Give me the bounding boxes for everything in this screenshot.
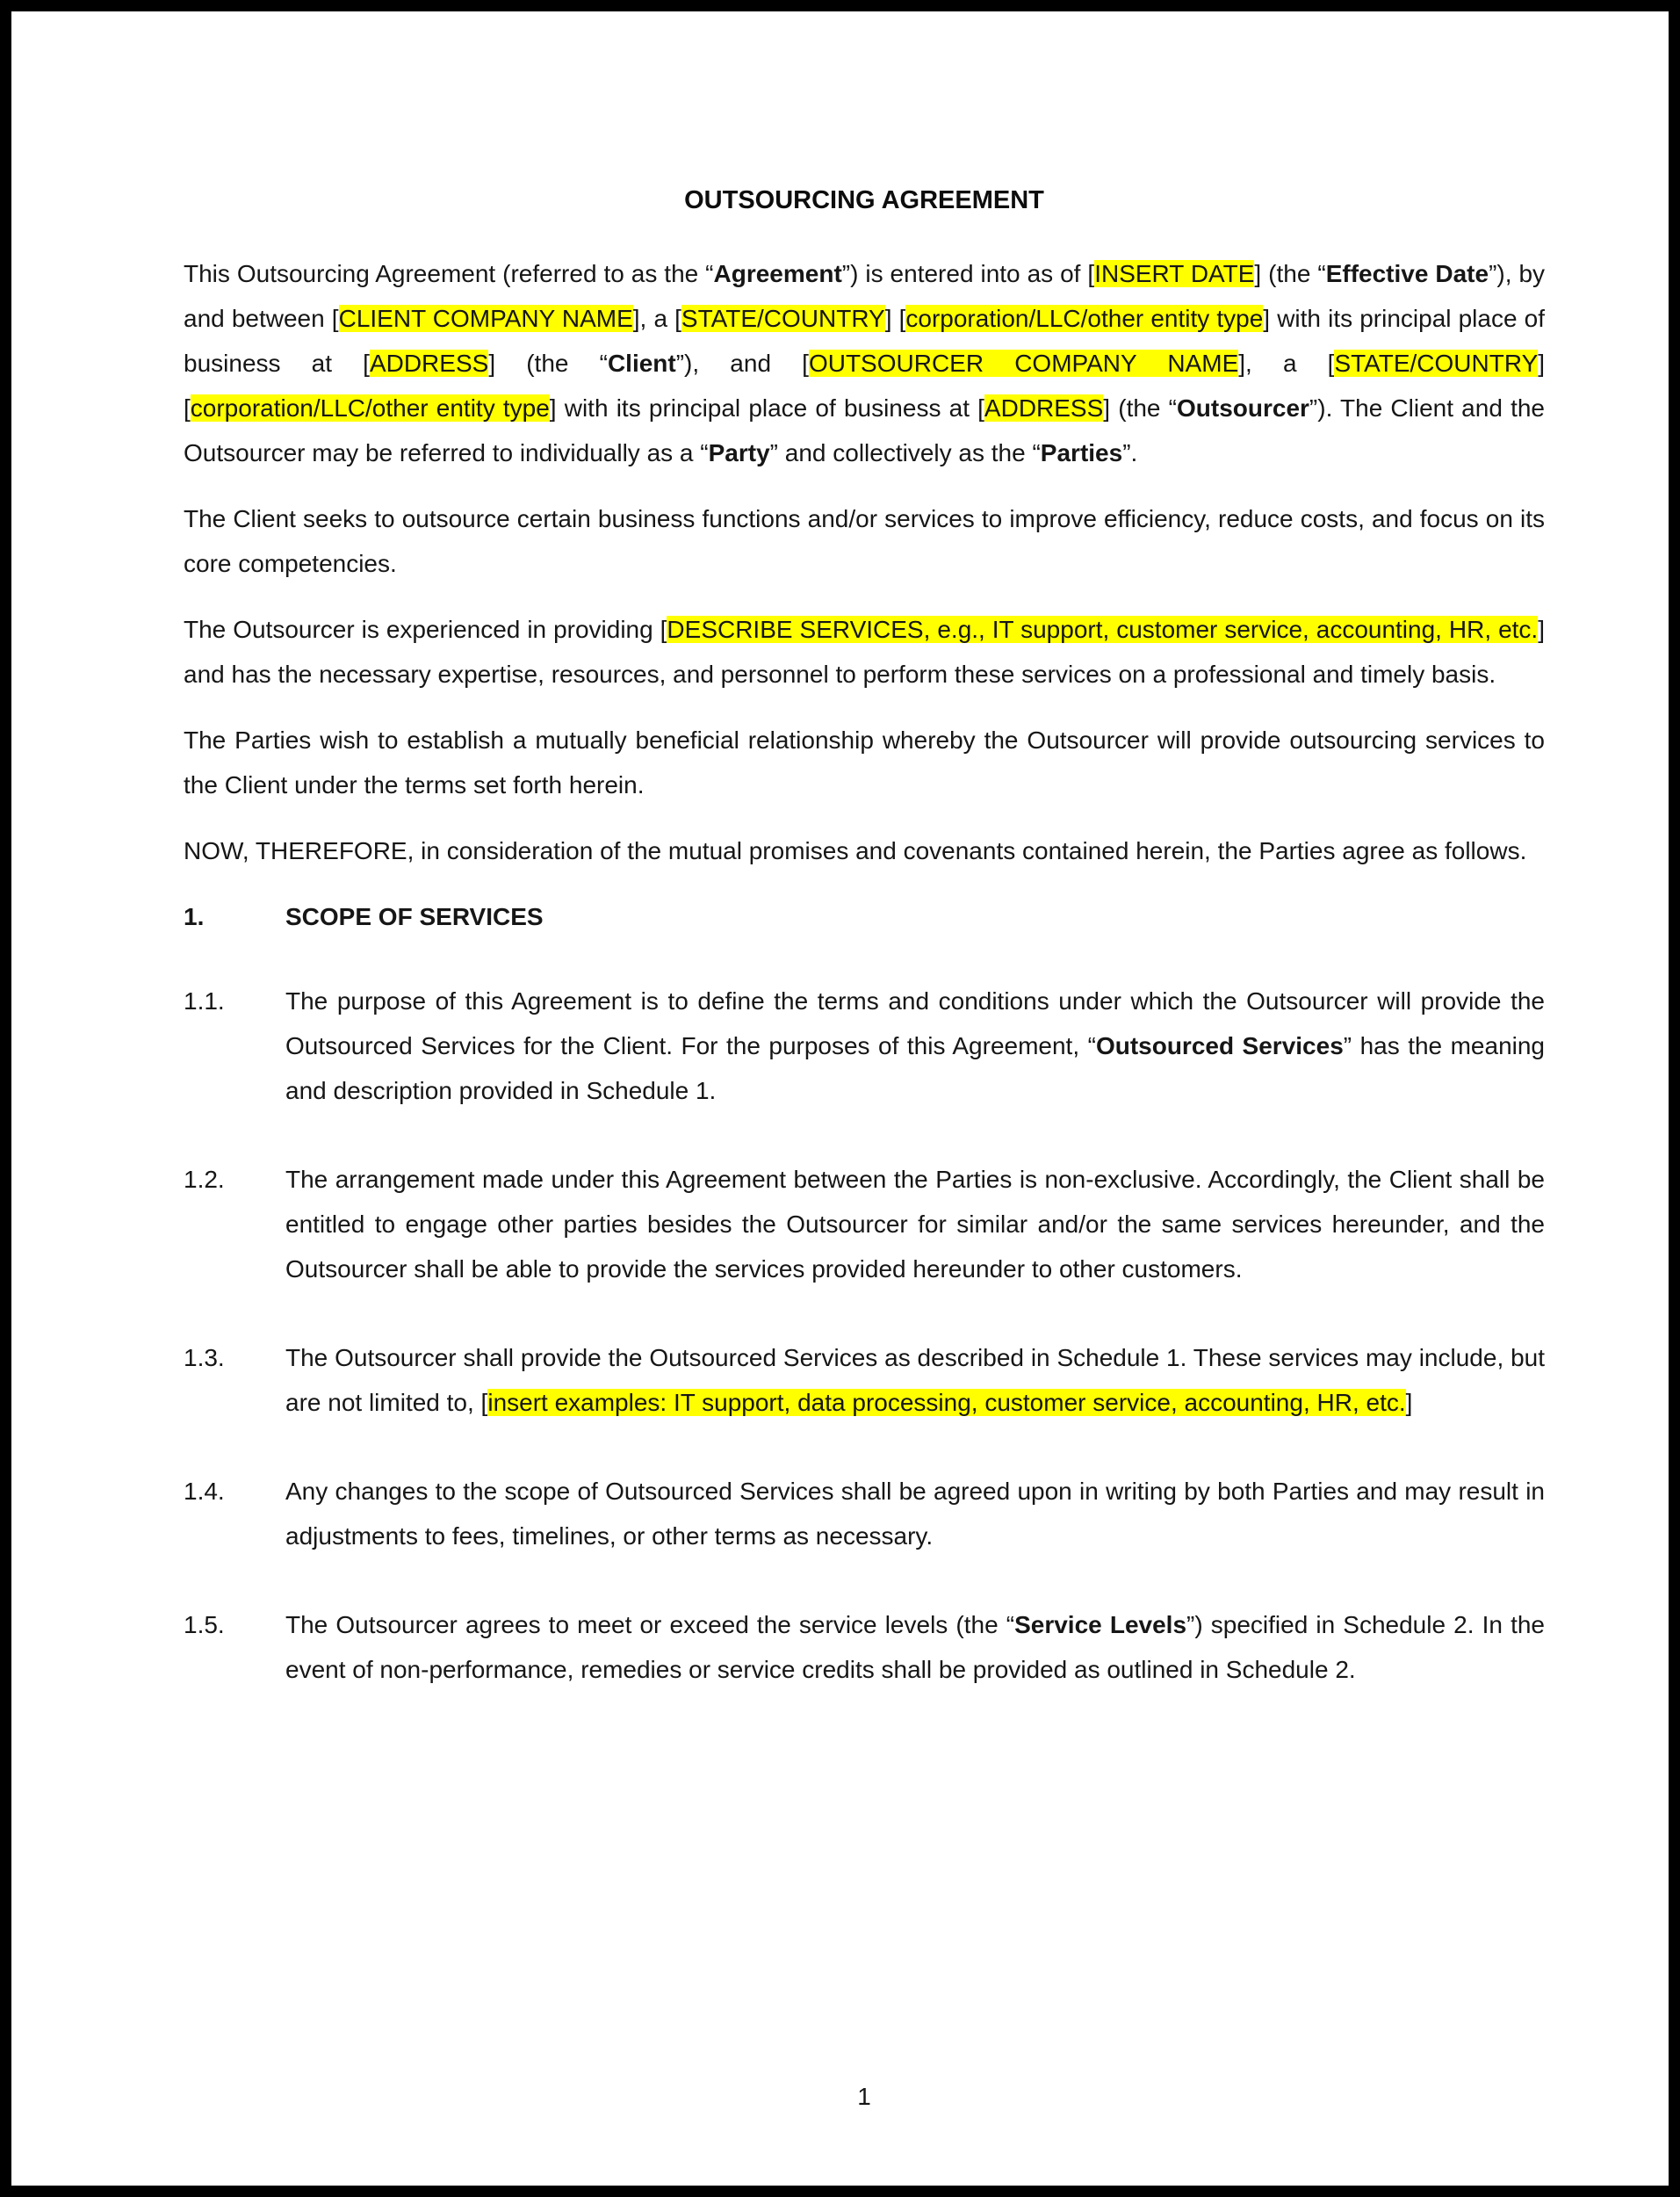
text-run: The Outsourcer agrees to meet or exceed the service levels (the “	[285, 1611, 1015, 1638]
numbered-clause	[184, 1157, 1545, 1291]
placeholder-highlight: ADDRESS	[984, 394, 1104, 422]
defined-term: SCOPE OF SERVICES	[285, 903, 544, 930]
section-number: 1.	[184, 903, 205, 930]
clause-number: 1.1.	[184, 987, 225, 1015]
text-run: ” and collectively as the “	[769, 439, 1041, 466]
text-run: The Outsourcer is experienced in providing [	[184, 616, 667, 643]
clause-number: 1.4.	[184, 1478, 225, 1505]
section-heading-text	[285, 894, 1545, 939]
defined-term: Outsourcer	[1176, 394, 1309, 422]
text-run: The Client seeks to outsource certain business functions and/or services to improve efficiency, reduce costs, and focus on its core competencies.	[184, 505, 1545, 577]
text-run: ”), by and between [	[184, 260, 1546, 332]
placeholder-highlight: STATE/COUNTRY	[1334, 350, 1539, 377]
text-run: This Outsourcing Agreement (referred to as the “	[184, 260, 714, 287]
numbered-clause	[184, 1335, 1545, 1425]
placeholder-highlight: insert examples: IT support, data processing, customer service, accounting, HR, etc.	[487, 1389, 1406, 1416]
defined-term: Outsourced Services	[1095, 1032, 1344, 1059]
defined-term: Effective Date	[1325, 260, 1489, 287]
clause-number: 1.3.	[184, 1344, 225, 1371]
numbered-clause	[184, 979, 1545, 1113]
text-run: The Outsourcer shall provide the Outsourced Services as described in Schedule 1. These services may include, but are not limited to, [	[285, 1344, 1545, 1416]
placeholder-highlight: STATE/COUNTRY	[681, 305, 885, 332]
clause-text	[285, 979, 1545, 1113]
clause-text	[285, 1157, 1545, 1291]
defined-term: Party	[708, 439, 770, 466]
text-run: Any changes to the scope of Outsourced Services shall be agreed upon in writing by both Parties and may result in adjustments to fees, timelines, or other terms as necessary.	[285, 1478, 1545, 1550]
text-run: ] (the “	[488, 350, 608, 377]
section-heading	[184, 894, 1545, 939]
numbered-clause	[184, 1469, 1545, 1558]
text-run: ] with its principal place of business at [	[549, 394, 984, 422]
document-title: OUTSOURCING AGREEMENT	[684, 186, 1044, 214]
text-run: ”). The Client and the Outsourcer may be referred to individually as a “	[184, 394, 1545, 466]
numbered-clause	[184, 1602, 1545, 1692]
paragraph	[184, 607, 1545, 697]
clause-text	[285, 1469, 1545, 1558]
placeholder-highlight: ADDRESS	[369, 350, 489, 377]
text-run: ] (the “	[1103, 394, 1177, 422]
clause-number: 1.2.	[184, 1166, 225, 1193]
clause-text	[285, 1335, 1545, 1425]
placeholder-highlight: DESCRIBE SERVICES, e.g., IT support, customer service, accounting, HR, etc.	[667, 616, 1539, 643]
text-run: ] [	[884, 305, 906, 332]
text-run: ”) is entered into as of [	[841, 260, 1095, 287]
paragraph	[184, 718, 1545, 807]
text-run: NOW, THEREFORE, in consideration of the mutual promises and covenants contained herein, the Parties agree as follows.	[184, 837, 1527, 864]
placeholder-highlight: corporation/LLC/other entity type	[905, 305, 1264, 332]
defined-term: Client	[607, 350, 676, 377]
text-run: The purpose of this Agreement is to define the terms and conditions under which the Outsourcer will provide the Outsourced Services for the Client. For the purposes of this Agreement, “	[285, 987, 1545, 1059]
defined-term: Agreement	[713, 260, 842, 287]
paragraph	[184, 251, 1545, 475]
text-run: The Parties wish to establish a mutually beneficial relationship whereby the Outsourcer will provide outsourcing services to the Client under the terms set forth herein.	[184, 726, 1545, 799]
document-body	[184, 251, 1545, 1692]
placeholder-highlight: INSERT DATE	[1094, 260, 1255, 287]
placeholder-highlight: OUTSOURCER COMPANY NAME	[808, 350, 1239, 377]
text-run: The arrangement made under this Agreement between the Parties is non-exclusive. Accordingly, the Client shall be entitled to engage other parties besides the Outsourcer for similar and/or the same services hereunder, and the Outsourcer shall be able to provide the services provided hereunder to other customers.	[285, 1166, 1545, 1283]
clause-text	[285, 1602, 1545, 1692]
paragraph	[184, 496, 1545, 586]
text-run: ] with its principal place of business at [	[184, 305, 1545, 377]
text-run: ] (the “	[1254, 260, 1326, 287]
defined-term: Service Levels	[1014, 1611, 1187, 1638]
text-run: ”), and [	[675, 350, 809, 377]
document-content	[184, 178, 1545, 1736]
text-run: ], a [	[632, 305, 681, 332]
text-run: ], a [	[1238, 350, 1335, 377]
placeholder-highlight: CLIENT COMPANY NAME	[338, 305, 633, 332]
text-run: ] and has the necessary expertise, resources, and personnel to perform these services on a professional and timely basis.	[184, 616, 1545, 688]
text-run: ”) specified in Schedule 2. In the event of non-performance, remedies or service credits shall be provided as outlined in Schedule 2.	[285, 1611, 1545, 1683]
text-run: ] [	[184, 350, 1546, 422]
page-number: 1	[857, 2083, 871, 2110]
clause-number: 1.5.	[184, 1611, 225, 1638]
defined-term: Parties	[1040, 439, 1123, 466]
text-run: ]	[1405, 1389, 1413, 1416]
paragraph	[184, 828, 1545, 873]
placeholder-highlight: corporation/LLC/other entity type	[190, 394, 550, 422]
text-run: ” has the meaning and description provided in Schedule 1.	[285, 1032, 1546, 1104]
text-run: ”.	[1122, 439, 1138, 466]
